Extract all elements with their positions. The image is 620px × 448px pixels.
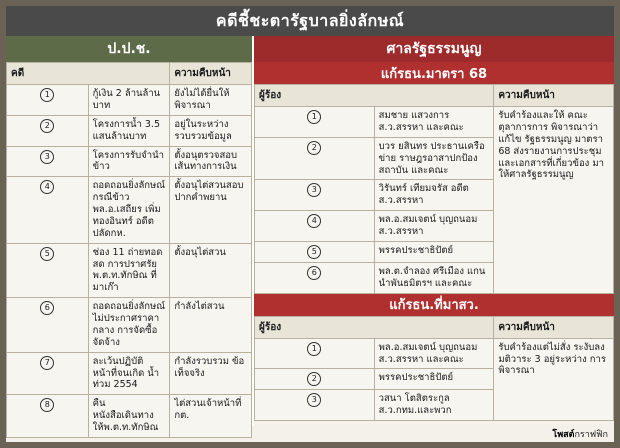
- table-row: [255, 338, 614, 369]
- const-court-senate-table: [254, 316, 614, 422]
- row-number: 3: [255, 390, 375, 421]
- petitioner-text: พล.อ.สมเจตน์ บุญถนอม ส.ว.สรรหา: [374, 211, 494, 242]
- progress-text: รับคำร้องแต่ไม่สั่ง ระงับลงมติวาระ 3 อยู่ระหว่าง การพิจารณา: [494, 338, 614, 421]
- col-header-petitioner: ผู้ร้อง: [255, 316, 494, 338]
- case-text: ถอดถอนยิ่งลักษณ์ ไม่ประกาศราคากลาง การจัดซื้อจัดจ้าง: [88, 298, 170, 353]
- progress-text: อยู่ในระหว่าง รวบรวมข้อมูล: [170, 115, 252, 146]
- petitioner-text: วสนา โตสิตระกูล ส.ว.กทม.และพวก: [374, 390, 494, 421]
- table-row: [7, 298, 252, 353]
- progress-text: ยังไม่ได้ยื่นให้พิจารณา: [170, 85, 252, 116]
- left-panel-band: ป.ป.ช.: [6, 36, 252, 62]
- row-number: 2: [7, 115, 89, 146]
- row-number: 1: [255, 107, 375, 138]
- progress-text: ตั้งอนุไต่สวนสอบ ปากคำพยาน: [170, 177, 252, 243]
- left-panel: [6, 36, 254, 433]
- progress-text: รับคำร้องและให้ คณะตุลาการการ พิจารณาว่าแก้ไข รัฐธรรมนูญ มาตรา 68 ส่งรายงานการประชุม และเอกสารที่เกี่ยวข้อง มาให้ศาลรัฐธรรมนูญ: [494, 107, 614, 294]
- footer-brand: โพสต์: [552, 430, 575, 440]
- col-header-case: คดี: [7, 63, 170, 85]
- case-text: คืนหนังสือเดินทาง ให้พ.ต.ท.ทักษิณ: [88, 395, 170, 438]
- progress-text: ตั้งอนุไต่สวน: [170, 243, 252, 298]
- table-header-row: [7, 63, 252, 85]
- row-number: 6: [7, 298, 89, 353]
- petitioner-text: พรรคประชาธิปัตย์: [374, 241, 494, 262]
- row-number: 2: [255, 137, 375, 180]
- petitioner-text: พล.ต.จำลอง ศรีเมือง แกนนำพันธมิตรฯ และคณะ: [374, 262, 494, 293]
- row-number: 3: [7, 146, 89, 177]
- progress-text: ไต่สวนเจ้าหน้าที่ กต.: [170, 395, 252, 438]
- row-number: 5: [7, 243, 89, 298]
- row-number: 1: [7, 85, 89, 116]
- nacc-table: [6, 62, 252, 438]
- table-row: [7, 395, 252, 438]
- row-number: 1: [255, 338, 375, 369]
- petitioner-text: สมชาย แสวงการ ส.ว.สรรหา และคณะ: [374, 107, 494, 138]
- section1-band: แก้รธน.มาตรา 68: [254, 62, 614, 84]
- table-header-row: [255, 316, 614, 338]
- row-number: 4: [7, 177, 89, 243]
- case-text: โครงการรับจำนำข้าว: [88, 146, 170, 177]
- page-title: คดีชี้ชะตารัฐบาลยิ่งลักษณ์: [6, 6, 614, 36]
- petitioner-text: วิรันทร์ เทียมจรัส อดีตส.ว.สรรหา: [374, 180, 494, 211]
- col-header-progress: ความคืบหน้า: [494, 85, 614, 107]
- table-row: [7, 85, 252, 116]
- row-number: 2: [255, 369, 375, 390]
- table-row: [255, 107, 614, 138]
- table-header-row: [255, 85, 614, 107]
- case-text: โครงการน้ำ 3.5 แสนล้านบาท: [88, 115, 170, 146]
- row-number: 4: [255, 211, 375, 242]
- table-row: [7, 146, 252, 177]
- case-text: ละเว้นปฏิบัติหน้าที่จนเกิด น้ำท่วม 2554: [88, 352, 170, 395]
- row-number: 5: [255, 241, 375, 262]
- row-number: 3: [255, 180, 375, 211]
- col-header-progress: ความคืบหน้า: [170, 63, 252, 85]
- right-panel-band: ศาลรัฐธรรมนูญ: [254, 36, 614, 62]
- row-number: 7: [7, 352, 89, 395]
- table-row: [7, 352, 252, 395]
- table-row: [7, 115, 252, 146]
- content-columns: [6, 36, 614, 433]
- table-row: [7, 243, 252, 298]
- col-header-petitioner: ผู้ร้อง: [255, 85, 494, 107]
- progress-text: กำลังไต่สวน: [170, 298, 252, 353]
- case-text: ถอดถอนยิ่งลักษณ์ กรณีข้าว พล.อ.เสถียร เพิ่มทองอินทร์ อดีตปลัดกห.: [88, 177, 170, 243]
- col-header-progress: ความคืบหน้า: [494, 316, 614, 338]
- case-text: ช่อง 11 ถ่ายทอดสด การปราศรัย พ.ต.ท.ทักษิณ ที่มาเก๊า: [88, 243, 170, 298]
- petitioner-text: บวร ยสินทร ประธานเครือข่าย ราษฎรอาสาปกป้อง สถาบัน และคณะ: [374, 137, 494, 180]
- table-row: [7, 177, 252, 243]
- petitioner-text: พรรคประชาธิปัตย์: [374, 369, 494, 390]
- right-panel: [254, 36, 614, 426]
- petitioner-text: พล.อ.สมเจตน์ บุญถนอม ส.ว.สรรหา และคณะ: [374, 338, 494, 369]
- row-number: 8: [7, 395, 89, 438]
- const-court-sec68-table: [254, 84, 614, 294]
- section2-band: แก้รธน.ที่มาสว.: [254, 294, 614, 316]
- progress-text: กำลังรวบรวม ข้อเท็จจริง: [170, 352, 252, 395]
- progress-text: ตั้งอนุตรวจสอบ เส้นทางการเงิน: [170, 146, 252, 177]
- case-text: กู้เงิน 2 ล้านล้านบาท: [88, 85, 170, 116]
- footer-label: กราฟฟิก: [574, 430, 608, 440]
- row-number: 6: [255, 262, 375, 293]
